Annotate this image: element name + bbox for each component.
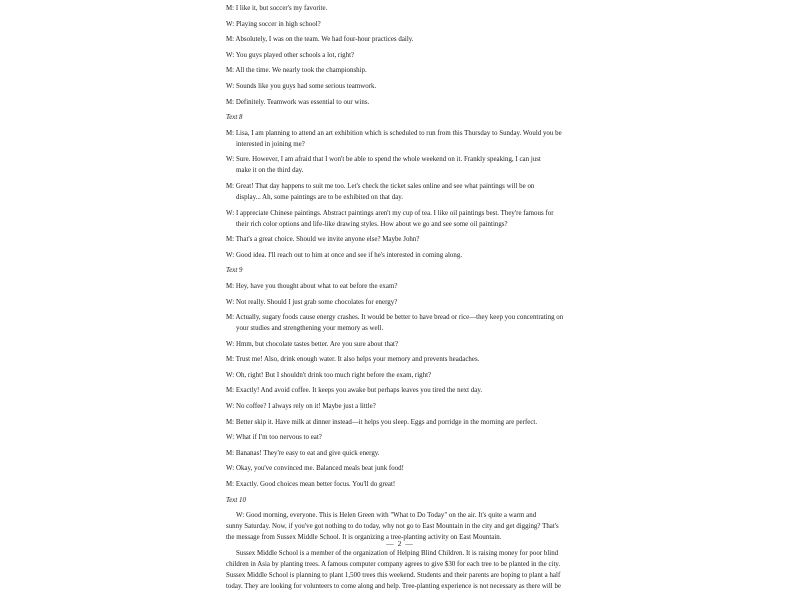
text-line: M: Trust me! Also, drink enough water. It also helps your memory and prevents headaches.: [226, 356, 480, 364]
text-line: W: Oh, right! But I shouldn't drink too much right before the exam, right?: [226, 371, 432, 379]
text-line: interested in joining me?: [236, 140, 305, 148]
text-line: M: Bananas! They're easy to eat and give quick energy.: [226, 449, 380, 457]
text-line: your studies and strengthening your memory as well.: [236, 325, 384, 333]
text-line: W: I appreciate Chinese paintings. Abstract paintings aren't my cup of tea. I like oil paintings best. They're famous for: [226, 209, 554, 217]
text-line: children in Asia by planting trees. A famous computer company agrees to give $30 for each tree to be planted in the city.: [226, 560, 561, 568]
text-line: W: Sure. However, I am afraid that I won't be able to spend the whole weekend on it. Frankly speaking, I can just: [226, 156, 541, 164]
text-line: W: Good morning, everyone. This is Helen Green with "What to Do Today" on the air. It's quite a warm and: [236, 512, 537, 520]
text-line: W: No coffee? I always rely on it! Maybe just a little?: [226, 403, 376, 411]
text-line: W: Good idea. I'll reach out to him at once and see if he's interested in coming along.: [226, 251, 463, 259]
text-line: M: Lisa, I am planning to attend an art exhibition which is scheduled to run from this Thursday to Sunday. Would you be: [226, 129, 562, 137]
text-line: W: Not really. Should I just grab some chocolates for energy?: [226, 298, 398, 306]
text-line: today. They are looking for volunteers to come along and help. Tree-planting experience is not necessary as there will be: [226, 582, 561, 590]
text-line: sunny Saturday. Now, if you've got nothing to do today, why not go to East Mountain in the city and get digging? That's: [226, 523, 559, 531]
page-number: — 2 —: [386, 539, 414, 548]
text-line: Sussex Middle School is planning to plant 1,500 trees this weekend. Students and their parents are hoping to plant a half: [226, 571, 561, 579]
text-line: M: I like it, but soccer's my favorite.: [226, 5, 328, 12]
text-line: make it on the third day.: [236, 167, 304, 175]
text-line: the message from Sussex Middle School. It is organizing a tree-planting activity on East Mountain.: [226, 534, 502, 542]
text-line: M: Hey, have you thought about what to eat before the exam?: [226, 282, 398, 290]
section-heading: Text 10: [226, 496, 246, 504]
text-line: their rich color options and life-like drawing styles. How about we go and see some oil paintings?: [236, 220, 508, 228]
text-line: W: Okay, you've convinced me. Balanced meals beat junk food!: [226, 465, 404, 473]
text-line: display... Ah, some paintings are to be exhibited on that day.: [236, 193, 404, 201]
text-line: W: Playing soccer in high school?: [226, 20, 321, 28]
text-line: W: You guys played other schools a lot, right?: [226, 51, 355, 59]
text-line: Sussex Middle School is a member of the organization of Helping Blind Children. It is raising money for poor blind: [236, 549, 559, 557]
section-heading: Text 8: [226, 114, 243, 122]
text-line: W: What if I'm too nervous to eat?: [226, 434, 322, 442]
text-line: M: Absolutely, I was on the team. We had four-hour practices daily.: [226, 36, 414, 44]
text-line: M: All the time. We nearly took the championship.: [226, 67, 367, 75]
text-line: M: Exactly. Good choices mean better focus. You'll do great!: [226, 481, 396, 489]
text-line: W: Hmm, but chocolate tastes better. Are you sure about that?: [226, 340, 399, 348]
text-line: M: That's a great choice. Should we invite anyone else? Maybe John?: [226, 236, 420, 244]
text-line: M: Actually, sugary foods cause energy crashes. It would be better to have bread or rice—they keep you concentrating on: [226, 314, 564, 322]
text-line: M: Great! That day happens to suit me too. Let's check the ticket sales online and see what paintings will be on: [226, 182, 535, 190]
text-line: M: Definitely. Teamwork was essential to our wins.: [226, 98, 370, 106]
text-line: W: Sounds like you guys had some serious teamwork.: [226, 82, 377, 90]
text-line: M: Better skip it. Have milk at dinner instead—it helps you sleep. Eggs and porridge in the morning are perfect.: [226, 418, 538, 426]
transcript-body: [226, 3, 582, 592]
section-heading: Text 9: [226, 267, 243, 275]
text-line: M: Exactly! And avoid coffee. It keeps you awake but perhaps leaves you tired the next day.: [226, 387, 483, 395]
